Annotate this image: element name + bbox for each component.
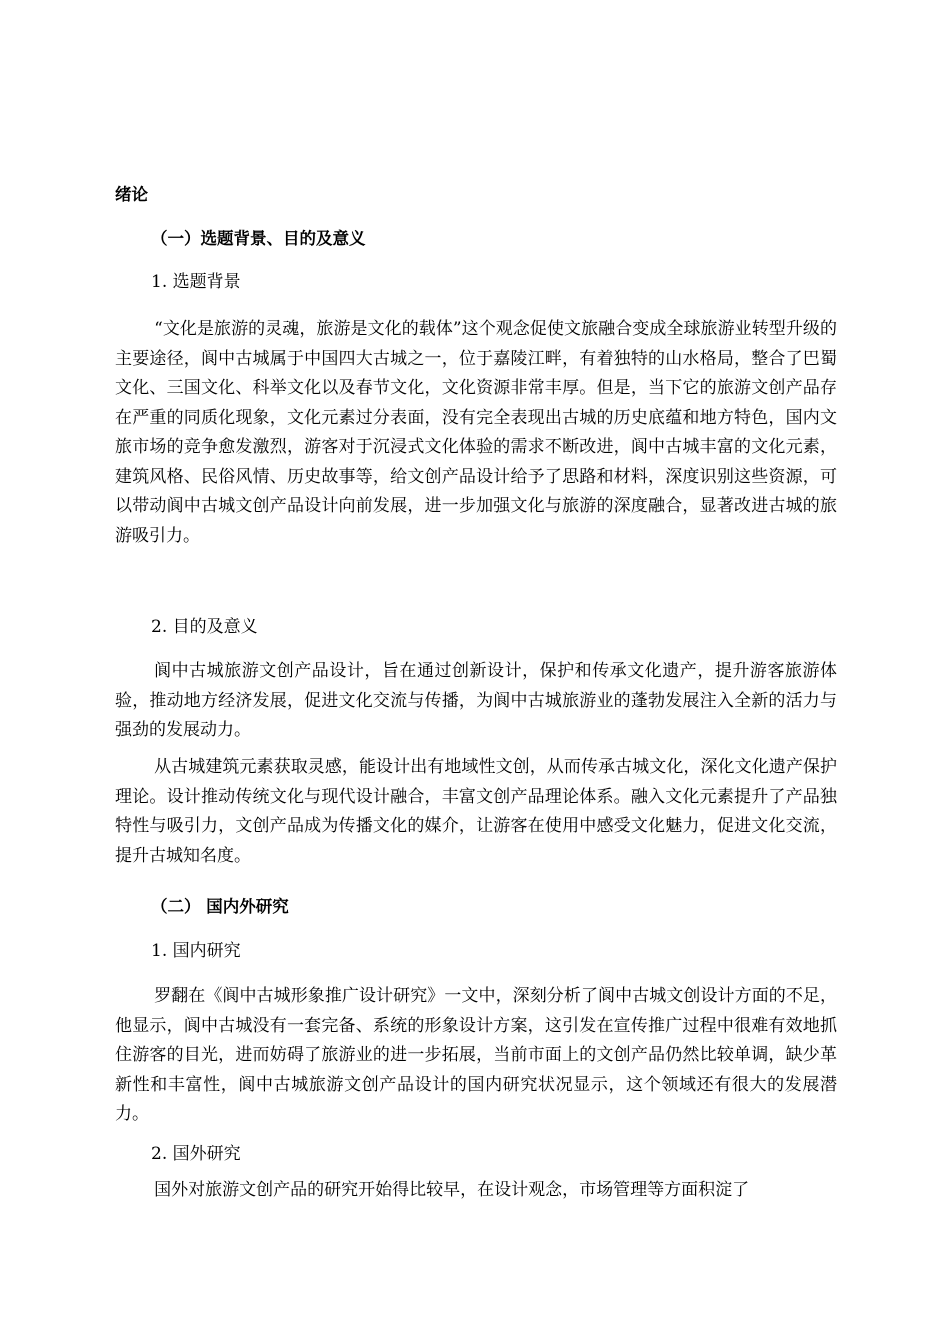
section-heading-background: （一）选题背景、目的及意义 [151, 229, 366, 248]
chapter-title: 绪论 [115, 185, 148, 204]
paragraph-purpose-2: 从古城建筑元素获取灵感，能设计出有地域性文创，从而传承古城文化，深化文化遗产保护理论。设计推动传统文化与现代设计融合，丰富文创产品理论体系。融入文化元素提升了产品独特性与吸引力，文创产品成为传播文化的媒介，让游客在使用中感受文化魅力，促进文化交流，提升古城知名度。 [115, 757, 837, 866]
paragraph-purpose-1: 阆中古城旅游文创产品设计，旨在通过创新设计，保护和传承文化遗产，提升游客旅游体验，推动地方经济发展，促进文化交流与传播，为阆中古城旅游业的蓬勃发展注入全新的活力与强劲的发展动力。 [115, 661, 837, 740]
paragraph-foreign-research: 国外对旅游文创产品的研究开始得比较早，在设计观念，市场管理等方面积淀了 [154, 1180, 750, 1200]
subheading-foreign-research: 2. 国外研究 [151, 1144, 241, 1164]
paragraph-domestic-research: 罗翻在《阆中古城形象推广设计研究》一文中，深刻分析了阆中古城文创设计方面的不足，他显示，阆中古城没有一套完备、系统的形象设计方案，这引发在宣传推广过程中很难有效地抓住游客的目光，进而妨碍了旅游业的进一步拓展，当前市面上的文创产品仍然比较单调，缺少革新性和丰富性，阆中古城旅游文创产品设计的国内研究状况显示，这个领域还有很大的发展潜力。 [115, 986, 837, 1124]
subheading-topic-background: 1. 选题背景 [151, 272, 241, 292]
subheading-domestic-research: 1. 国内研究 [151, 941, 241, 961]
section-heading-research: （二） 国内外研究 [151, 897, 289, 916]
subheading-purpose-significance: 2. 目的及意义 [151, 617, 258, 637]
paragraph-topic-background: “文化是旅游的灵魂，旅游是文化的载体”这个观念促使文旅融合变成全球旅游业转型升级的主要途径，阆中古城属于中国四大古城之一，位于嘉陵江畔，有着独特的山水格局，整合了巴蜀文化、三国文化、科举文化以及春节文化，文化资源非常丰厚。但是，当下它的旅游文创产品存在严重的同质化现象，文化元素过分表面，没有完全表现出古城的历史底蕴和地方特色，国内文旅市场的竞争愈发激烈，游客对于沉浸式文化体验的需求不断改进，阆中古城丰富的文化元素，建筑风格、民俗风情、历史故事等，给文创产品设计给予了思路和材料，深度识别这些资源，可以带动阆中古城文创产品设计向前发展，进一步加强文化与旅游的深度融合，显著改进古城的旅游吸引力。 [115, 319, 837, 546]
